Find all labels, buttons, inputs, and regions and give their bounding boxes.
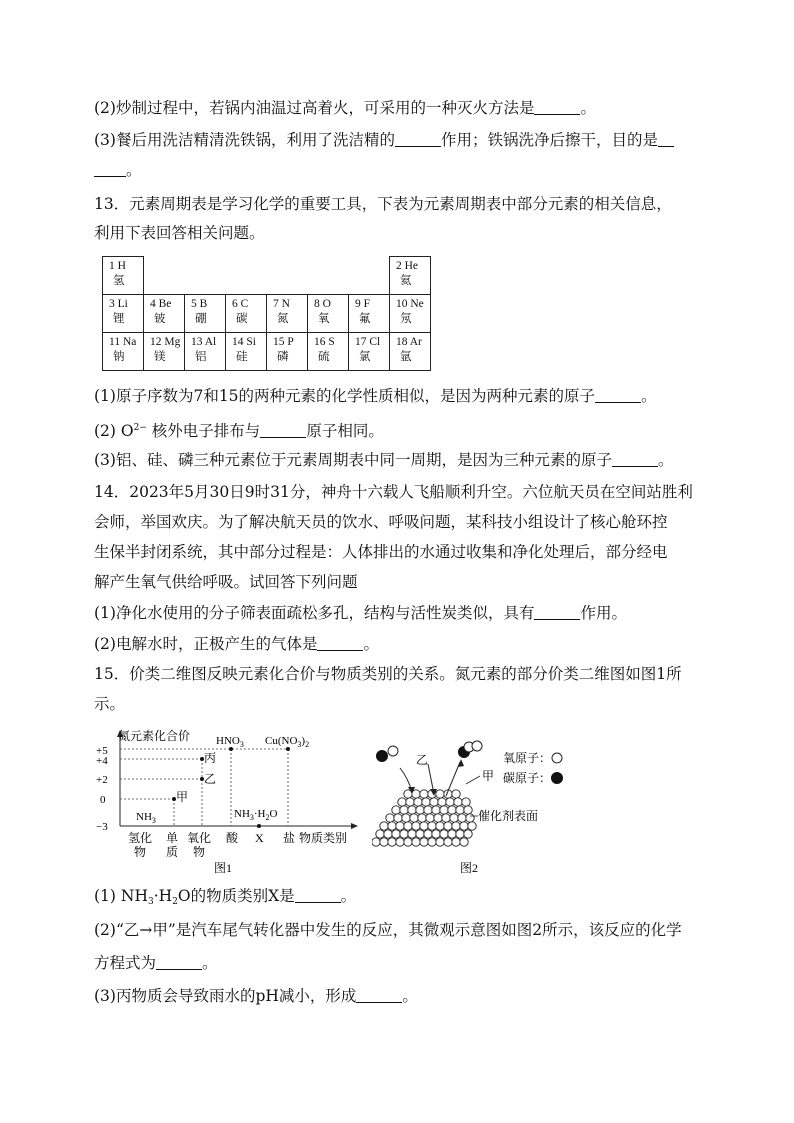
element-name: 硅 <box>236 351 248 363</box>
element-number-symbol: 12 Mg <box>150 336 181 348</box>
catalyst-atom <box>372 838 380 846</box>
xcat: X <box>255 831 264 845</box>
answer-blank[interactable] <box>534 100 580 115</box>
figure-caption: 图1 <box>214 861 233 875</box>
label-yi: 乙 <box>204 772 217 786</box>
catalyst-atom <box>452 790 460 798</box>
q13-part2: (2) $O^{2-}$ 核外电子排布与 原子相同。 <box>94 422 384 440</box>
label-jia: 甲 <box>176 790 189 804</box>
element-cell <box>102 256 144 295</box>
catalyst-atom <box>436 790 444 798</box>
catalyst-atom <box>412 822 420 830</box>
point-cuno3 <box>286 747 290 751</box>
label-cuno3: $Cu(NO_3)_2$ <box>265 735 310 749</box>
element-number-symbol: 5 B <box>191 298 208 310</box>
catalyst-atom <box>444 822 452 830</box>
q14-part2: (2)电解水时，正极产生的气体是 。 <box>94 635 379 653</box>
answer-blank[interactable] <box>356 988 402 1003</box>
q14-stem-2: 会师，举国欢庆。为了解决航天员的饮水、呼吸问题，某科技小组设计了核心舱环控 <box>94 513 668 531</box>
catalyst-atom <box>386 814 394 822</box>
ytick: 0 <box>100 794 106 806</box>
catalyst-atom <box>380 822 388 830</box>
catalyst-atom <box>424 806 432 814</box>
catalyst-atom <box>414 798 422 806</box>
catalyst-atom <box>404 822 412 830</box>
element-name: 硼 <box>195 313 207 325</box>
element-cell <box>307 332 349 371</box>
catalyst-atom <box>442 814 450 822</box>
catalyst-atom <box>408 830 416 838</box>
element-cell <box>348 332 390 371</box>
catalyst-atom <box>416 806 424 814</box>
catalyst-atom <box>440 830 448 838</box>
xcat: 单 <box>166 831 179 845</box>
catalyst-atom <box>408 806 416 814</box>
catalyst-atom <box>428 822 436 830</box>
element-name: 氧 <box>318 313 330 325</box>
catalyst-atom <box>434 814 442 822</box>
q13-stem-2: 利用下表回答相关问题。 <box>94 224 265 242</box>
element-name: 镁 <box>154 351 166 363</box>
element-number-symbol: 18 Ar <box>396 336 422 348</box>
q15-stem-1: 15．价类二维图反映元素化合价与物质类别的关系。氮元素的部分价类二维图如图1所 <box>94 665 682 683</box>
xcat: 物 <box>193 845 206 859</box>
catalyst-atom <box>448 830 456 838</box>
catalyst-atom <box>396 838 404 846</box>
xcat: 质 <box>166 845 179 859</box>
catalyst-atom <box>460 838 468 846</box>
element-name: 氦 <box>400 275 412 287</box>
element-name: 氮 <box>277 313 289 325</box>
label-jia: 甲 <box>482 769 495 783</box>
q13-part3: (3)铝、硅、磷三种元素位于元素周期表中同一周期，是因为三种元素的原子 。 <box>94 451 674 469</box>
catalyst-atom <box>450 814 458 822</box>
element-cell <box>184 332 226 371</box>
valence-class-diagram <box>94 728 364 878</box>
answer-blank[interactable] <box>295 888 341 903</box>
carbon-atom <box>376 750 388 762</box>
label-nh3h2o: $NH_3\cdot H_2O$ <box>234 808 278 822</box>
catalyst-atom <box>452 838 460 846</box>
q14-stem-3: 生保半封闭系统，其中部分过程是：人体排出的水通过收集和净化处理后，部分经电 <box>94 543 668 561</box>
element-number-symbol: 1 H <box>109 260 126 272</box>
catalyst-atom <box>404 838 412 846</box>
label-nh3: $NH_3$ <box>136 811 156 825</box>
element-name: 铍 <box>154 313 166 325</box>
catalyst-atom <box>440 806 448 814</box>
q13-stem-1: 13．元素周期表是学习化学的重要工具，下表为元素周期表中部分元素的相关信息， <box>94 195 672 213</box>
catalyst-atom <box>426 814 434 822</box>
legend-carbon: 碳原子： <box>503 771 552 785</box>
element-cell <box>266 294 308 333</box>
catalyst-atom <box>432 830 440 838</box>
xcat: 酸 <box>226 831 239 845</box>
element-number-symbol: 10 Ne <box>396 298 424 310</box>
answer-blank[interactable] <box>156 955 202 970</box>
catalyst-atom <box>376 830 384 838</box>
catalyst-atom <box>448 806 456 814</box>
element-name: 铝 <box>195 351 207 363</box>
catalyst-atom <box>452 822 460 830</box>
element-number-symbol: 17 Cl <box>355 336 381 348</box>
element-name: 磷 <box>277 351 289 363</box>
element-number-symbol: 4 Be <box>150 298 172 310</box>
q15-part2-line1: (2)“乙→甲”是汽车尾气转化器中发生的反应，其微观示意图如图2所示，该反应的化学 <box>94 921 682 939</box>
q15-part2-line2: 方程式为 。 <box>94 954 218 972</box>
oxygen-legend-icon <box>552 753 562 763</box>
answer-blank[interactable] <box>94 162 126 177</box>
catalyst-atom <box>466 814 474 822</box>
catalyst-atom <box>418 814 426 822</box>
catalyst-atom <box>380 838 388 846</box>
label-hno3: $HNO_3$ <box>216 735 244 749</box>
element-number-symbol: 11 Na <box>109 336 137 348</box>
catalyst-atom <box>464 806 472 814</box>
element-cell <box>389 294 431 333</box>
ytick: −3 <box>96 821 108 833</box>
element-cell <box>143 332 185 371</box>
catalyst-atom <box>416 830 424 838</box>
answer-blank[interactable] <box>595 388 641 403</box>
element-cell <box>102 332 144 371</box>
catalyst-atom <box>462 798 470 806</box>
element-name: 硫 <box>318 351 330 363</box>
element-name: 氢 <box>113 275 125 287</box>
catalyst-atom <box>424 830 432 838</box>
answer-blank[interactable] <box>260 423 306 438</box>
element-number-symbol: 14 Si <box>232 336 256 348</box>
catalyst-atom <box>400 830 408 838</box>
element-name: 氟 <box>359 313 371 325</box>
element-number-symbol: 13 Al <box>191 336 217 348</box>
catalyst-atom <box>456 806 464 814</box>
catalyst-atom <box>446 798 454 806</box>
element-number-symbol: 7 N <box>273 298 290 310</box>
catalyst-atom <box>422 798 430 806</box>
element-number-symbol: 3 Li <box>109 298 128 310</box>
element-name: 锂 <box>113 313 125 325</box>
catalyst-atom <box>406 798 414 806</box>
ytick: +5 <box>96 745 108 757</box>
label-catalyst-surface: 催化剂表面 <box>478 809 539 823</box>
q12-part3-cont: 。 <box>94 160 714 180</box>
label-yi: 乙 <box>416 753 429 767</box>
catalyst-atom <box>420 822 428 830</box>
catalyst-atom <box>460 822 468 830</box>
xcat: 氢化 <box>128 831 153 845</box>
catalyst-atom <box>388 838 396 846</box>
catalyst-atom <box>400 806 408 814</box>
answer-blank[interactable] <box>612 452 658 467</box>
catalyst-atom <box>436 822 444 830</box>
catalyst-atom <box>436 838 444 846</box>
q15-part1: (1) $NH_3\cdot H_2O$的物质类别X是 。 <box>94 887 357 907</box>
xcat: 氧化 <box>187 831 212 845</box>
answer-blank[interactable] <box>395 132 441 147</box>
catalyst-atom <box>412 838 420 846</box>
ytick: +2 <box>96 774 108 786</box>
catalyst-atom <box>464 830 472 838</box>
catalyst-atom <box>394 814 402 822</box>
q14-stem-4: 解产生氧气供给呼吸。试回答下列问题 <box>94 573 358 591</box>
catalyst-atom <box>432 806 440 814</box>
catalyst-atom <box>396 822 404 830</box>
element-cell <box>143 294 185 333</box>
y-axis-label: 氮元素化合价 <box>118 729 191 743</box>
answer-blank[interactable] <box>658 132 674 147</box>
q15-stem-2: 示。 <box>94 695 126 713</box>
catalyst-atom <box>454 798 462 806</box>
catalyst-atom <box>420 838 428 846</box>
element-cell <box>184 294 226 333</box>
element-cell <box>102 294 144 333</box>
point-hno3 <box>229 747 233 751</box>
q15-part3: (3)丙物质会导致雨水的pH减小，形成 。 <box>94 987 418 1005</box>
xcat: 物 <box>134 845 147 859</box>
catalyst-atom <box>388 822 396 830</box>
catalyst-atom <box>428 838 436 846</box>
element-cell <box>266 332 308 371</box>
element-cell <box>225 332 267 371</box>
element-cell <box>225 294 267 333</box>
catalyst-micro-diagram <box>372 736 592 876</box>
element-cell <box>389 332 431 371</box>
q12-part2: (2)炒制过程中，若锅内油温过高着火，可采用的一种灭火方法是 。 <box>94 99 596 117</box>
element-number-symbol: 9 F <box>355 298 371 310</box>
element-number-symbol: 2 He <box>396 260 419 272</box>
answer-blank[interactable] <box>317 636 363 651</box>
element-number-symbol: 16 S <box>314 336 335 348</box>
oxygen-atom <box>388 746 398 756</box>
figure-caption: 图2 <box>460 861 479 875</box>
catalyst-atom <box>430 798 438 806</box>
element-number-symbol: 6 C <box>232 298 249 310</box>
x-axis-label: 物质类别 <box>299 831 348 845</box>
element-name: 碳 <box>236 313 248 325</box>
element-number-symbol: 8 O <box>314 298 331 310</box>
element-number-symbol: 15 P <box>273 336 294 348</box>
catalyst-atom <box>384 830 392 838</box>
catalyst-atom <box>402 814 410 822</box>
q13-part1: (1)原子序数为7和15的两种元素的化学性质相似，是因为两种元素的原子 。 <box>94 387 657 405</box>
legend-oxygen: 氧原子： <box>503 751 552 765</box>
q14-stem-1: 14．2023年5月30日9时31分，神舟十六载人飞船顺利升空。六位航天员在空间站胜利 <box>94 483 693 501</box>
carbon-legend-icon <box>551 772 563 784</box>
xcat: 盐 <box>283 831 296 845</box>
element-cell <box>389 256 431 295</box>
point-x <box>257 824 261 828</box>
catalyst-atom <box>468 822 476 830</box>
catalyst-atom <box>458 814 466 822</box>
q12-part3: (3)餐后用洗洁精清洗铁锅，利用了洗洁精的 作用；铁锅洗净后擦干，目的是 <box>94 130 714 150</box>
element-name: 氩 <box>400 351 412 363</box>
catalyst-atom <box>398 798 406 806</box>
catalyst-atom <box>456 830 464 838</box>
catalyst-atom <box>438 798 446 806</box>
label-bing: 丙 <box>204 751 217 765</box>
catalyst-atom <box>410 814 418 822</box>
oxygen-atom <box>472 741 482 751</box>
catalyst-atom <box>444 838 452 846</box>
element-cell <box>348 294 390 333</box>
element-cell <box>307 294 349 333</box>
ytick: +4 <box>96 755 108 767</box>
catalyst-atom <box>392 806 400 814</box>
catalyst-atom <box>420 790 428 798</box>
element-name: 氖 <box>400 313 412 325</box>
answer-blank[interactable] <box>534 605 580 620</box>
element-name: 钠 <box>113 351 125 363</box>
element-name: 氯 <box>359 351 371 363</box>
catalyst-atom <box>392 830 400 838</box>
q14-part1: (1)净化水使用的分子筛表面疏松多孔，结构与活性炭类似，具有 作用。 <box>94 604 627 622</box>
